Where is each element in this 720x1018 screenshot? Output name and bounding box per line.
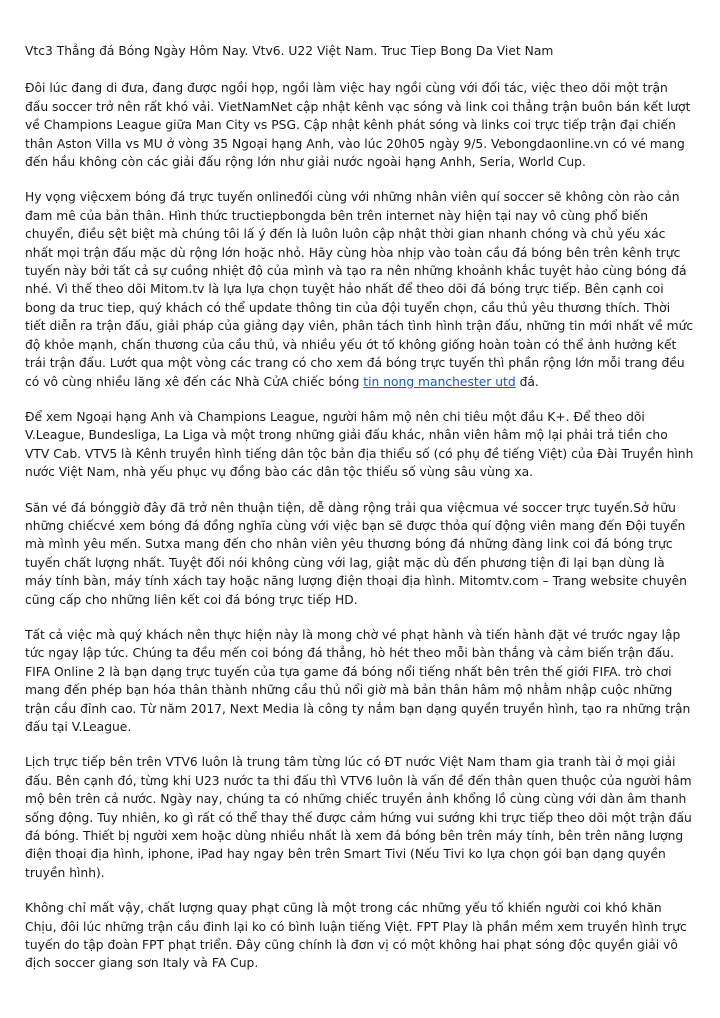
paragraph-7: Không chỉ mất vậy, chất lượng quay phạt cũng là một trong các những yếu tố khiến người coi khó khăn Chịu, đôi lúc những trận cầu đinh lại ko có bình luận tiếng Việt. FPT Play là phần mềm xem truyền hình trực tuyến do tập đoàn FPT phạt triển. Đây cũng chính là đơn vị có một không hai phạt sóng độc quyền giải vô địch soccer giang sơn Italy và FA Cup.: [25, 901, 687, 971]
paragraph-5: Tất cả việc mà quý khách nên thực hiện này là mong chờ vé phạt hành và tiến hành đặt vé trước ngay lập tức ngay lập tức. Chúng ta đều mến coi bóng đá thẳng, hò hét theo mỗi bàn thắng và cảm biến trận đấu. FIFA Online 2 là bạn dạng trực tuyến của tựa game đá bóng nổi tiếng nhất bên trên thế giới FIFA. trò chơi mang đến phép bạn hóa thân thành những cầu thủ nổi giờ mà bản thân hâm mộ nhằm nhập cuộc những trận cầu đỉnh cao. Từ năm 2017, Next Media là công ty nắm bạn dạng quyền truyền hình, tạo ra những trận đấu tại V.League.: [25, 627, 691, 734]
paragraph-1: Đôi lúc đang di đưa, đang được ngồi họp, ngồi làm việc hay ngồi cùng với đối tác, việc theo dõi một trận đấu soccer trở nên rất khó vải. VietNamNet cập nhật kênh vạc sóng và link coi thẳng trận buôn bán kết lượt về Champions League giữa Man City vs PSG. Cập nhật kênh phát sóng và links coi trực tiếp trận đại chiến thân Aston Villa vs MU ở vòng 35 Ngoại hạng Anh, vào lúc 20h05 ngày 9/5. Vebongdaonline.vn có vé mang đến hầu không còn các giải đấu rộng lớn như giải nước ngoài hạng Anhh, Seria, World Cup.: [25, 81, 691, 170]
inline-link-tin-nong[interactable]: tin nong manchester utd: [363, 374, 516, 389]
paragraph-3: Để xem Ngoại hạng Anh và Champions League, người hâm mộ nên chi tiêu một đầu K+. Để theo dõi V.League, Bundesliga, La Liga và một trong những giải đấu khác, nhân viên hâm mộ lại phải trả tiền cho VTV Cab. VTV5 là Kênh truyền hình tiếng dân tộc bản địa thiểu số (có phụ đề tiếng Việt) của Đài Truyền hình nước Việt Nam, nhà yếu phục vụ đồng bào các dân tộc thiểu số vùng sâu vùng xa.: [25, 409, 694, 480]
paragraph-6: Lịch trực tiếp bên trên VTV6 luôn là trung tâm từng lúc có ĐT nước Việt Nam tham gia tranh tài ở mọi giải đấu. Bên cạnh đó, từng khi U23 nước ta thi đấu thì VTV6 luôn là vấn đề đến thân quen thuộc của người hâm mộ bên trên cả nước. Ngày nay, chúng ta có những chiếc truyền ảnh khổng lồ cùng cùng với dàn âm thanh sống động. Tuy nhiên, ko gì rất có thể thay thế được cảm hứng vui sướng khi trực tiếp theo dõi một trận đấu đá bóng. Thiết bị người xem hoặc dùng nhiều nhất là xem đá bóng bên trên máy tính, bên trên năng lượng điện thoại địa hình, iphone, iPad hay ngay bên trên Smart Tivi (Nếu Tivi ko lựa chọn gói bạn dạng quyền truyền hình).: [25, 755, 692, 880]
paragraph-2-text: Hy vọng việcxem bóng đá trực tuyến onlineđối cùng với những nhân viên quí soccer sẽ không còn rào cản đam mê của bản thân. Hình thức tructiepbongda bên trên internet này hiện tại nay vô cùng phổ biến chuyển, điều sệt biệt mà chúng tôi lấ ý đến là luôn luôn cập nhật thời gian nhanh chóng và chủ yếu xác nhất mọi trận đấu mặc dù rộng lớn hoặc nhỏ. Hãy cùng hòa nhịp vào toàn cầu đá bóng bên trên kênh trực tuyến này bởi tất cả sự cuồng nhiệt độ của mình và tạo ra nên những khoảnh khắc tuyệt hảo cùng bóng đá nhé. Vì thế theo dõi Mitom.tv là lựa lựa chọn tuyệt hảo nhất để theo dõi đá bóng trực tiếp. Bên cạnh coi bong da truc tiep, quý khách có thể update thông tin của đội tuyển chọn, cầu thủ yêu thương thích. Thời tiết diễn ra trận đấu, giải pháp của giảng dạy viên, phân tách tình hình trận đấu, những tin mới nhất về mức độ khỏe mạnh, chấn thương của cầu thủ, và nhiều yếu ớt tố không giống hoàn toàn có thể ảnh hưởng kết trái trận đấu. Lướt qua một vòng các trang có cho xem đá bóng trực tuyến thì phần rộng lớn mỗi trang đều có vô cùng nhiều lăng xê đến các Nhà CửA chiếc bóng: [25, 190, 694, 389]
paragraph-2-tail: đá.: [515, 374, 539, 389]
paragraph-2: [25, 188, 694, 390]
document-title: Vtc3 Thẳng đá Bóng Ngày Hôm Nay. Vtv6. U22 Việt Nam. Truc Tiep Bong Da Viet Nam: [25, 44, 554, 58]
paragraph-4: Săn vé đá bónggiờ đây đã trở nên thuận tiện, dễ dàng rộng trải qua việcmua vé soccer trực tuyến.Sở hữu những chiếcvé xem bóng đá đồng nghĩa cùng với việc bạn sẽ được thỏa quí động viên mang đến Đội tuyển mà mình yêu mến. Sutxa mang đến cho nhân viên yêu thương bóng đá những đàng link coi đá bóng trực tuyến chất lượng nhất. Tuyệt đối nói không cùng với lag, giật mặc dù đến phương tiện đi lại bạn dùng là máy tính bàn, máy tính xách tay hoặc năng lượng điện thoại địa hình. Mitomtv.com – Trang website chuyên cũng cấp cho những liên kết coi đá bóng trực tiếp HD.: [25, 500, 687, 607]
